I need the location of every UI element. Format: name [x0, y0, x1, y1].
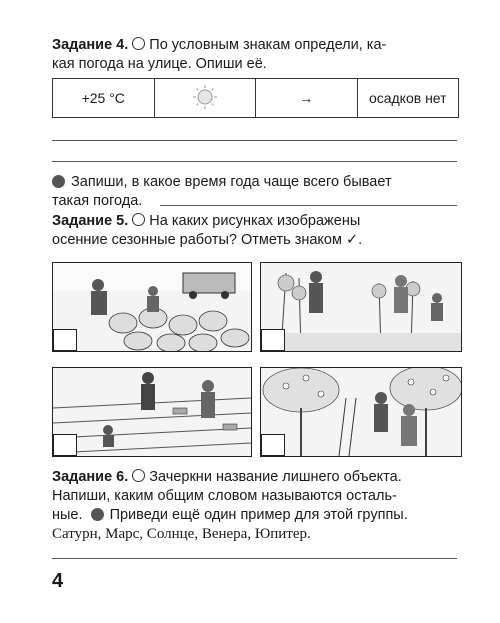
task4-line2: кая погода на улице. Опиши её.: [52, 56, 267, 72]
task4-extra-line1: Запиши, в какое время года чаще всего бывает: [71, 174, 392, 190]
task6-label: Задание 6.: [52, 469, 129, 485]
empty-circle-icon: [132, 213, 145, 226]
task5-label: Задание 5.: [52, 213, 129, 229]
empty-circle-icon: [132, 469, 145, 482]
task5-line2: осенние сезонные работы? Отметь знаком ✓.: [52, 232, 363, 248]
precipitation-cell: осадков нет: [357, 79, 459, 118]
task5-text: [52, 212, 462, 231]
check-box[interactable]: [261, 434, 285, 456]
task4-line1: По условным знакам определи, ка-: [149, 37, 387, 53]
temperature-cell: +25 °C: [53, 79, 155, 118]
task4-label: Задание 4.: [52, 37, 129, 53]
task6-line2: Напиши, каким общим словом называются осталь-: [52, 488, 397, 504]
illustration-apple-picking: [260, 367, 462, 457]
illustration-garden-work: [260, 262, 462, 352]
task6-line3-a: ные.: [52, 507, 83, 523]
task4-extra: [52, 173, 462, 192]
task4-text: [52, 36, 462, 55]
empty-circle-icon: [132, 37, 145, 50]
weather-table: [52, 78, 459, 118]
filled-circle-icon: [52, 175, 65, 188]
sky-cell: [154, 79, 256, 118]
check-box[interactable]: [53, 434, 77, 456]
wind-cell: [256, 79, 358, 118]
task6-objects: Сатурн, Марс, Солнце, Венера, Юпитер.: [52, 526, 311, 542]
illustration-cabbage-harvest: [52, 262, 252, 352]
check-box[interactable]: [261, 329, 285, 351]
check-box[interactable]: [53, 329, 77, 351]
task4-extra-line2: такая погода.: [52, 193, 143, 209]
sun-icon: [192, 97, 218, 113]
filled-circle-icon: [91, 508, 104, 521]
task6-text: [52, 468, 462, 487]
task5-line1: На каких рисунках изображены: [149, 213, 361, 229]
answer-line: [160, 205, 457, 206]
answer-line: [52, 161, 457, 162]
task6-line3: [52, 506, 462, 525]
task6-line1: Зачеркни название лишнего объекта.: [149, 469, 402, 485]
task6-line3-b: Приведи ещё один пример для этой группы.: [109, 507, 408, 523]
wind-arrow-icon: →: [299, 90, 314, 106]
illustration-planting: [52, 367, 252, 457]
answer-line: [52, 558, 457, 559]
page-number: 4: [52, 570, 64, 592]
answer-line: [52, 140, 457, 141]
